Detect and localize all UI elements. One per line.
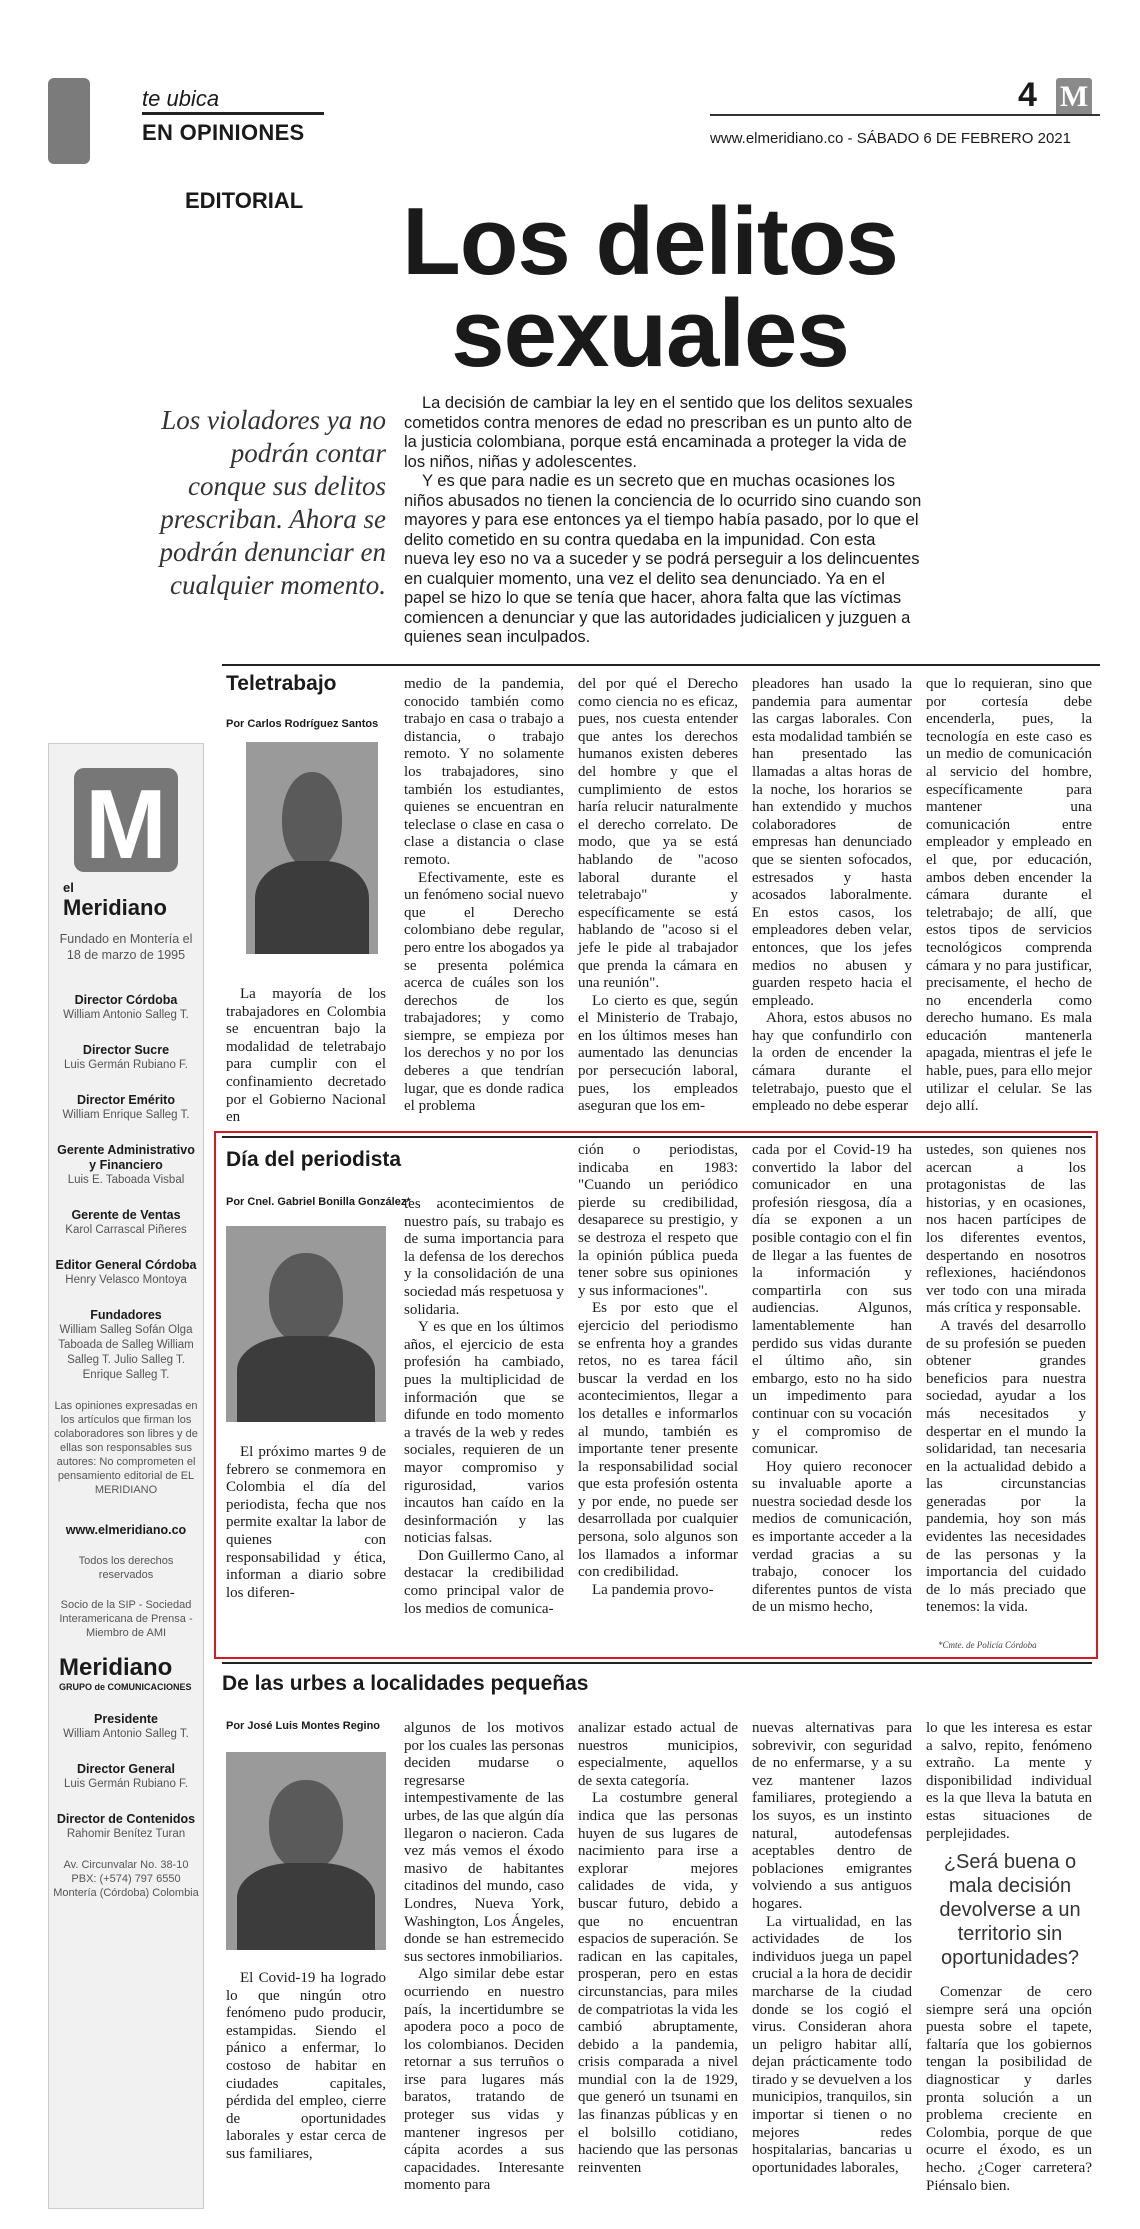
article-paragraph: La virtualidad, en las actividades de los individuos juega un papel crucial a la hora de decidir marcharse de la ciudad donde se los cogió el virus. Consideran ahora un peligro habitar allí, dejan prácticamente todo tirado y se devuelven a los municipios, tranquilos, sin importar si tienen o no mejores redes hospitalarias, bancarias u oportunidades laborales, <box>752 1913 912 2176</box>
article-paragraph: A través del desarrollo de su profesión se pueden obtener grandes beneficios para nuestra sociedad, ayudar a los más necesitados y despertar en el mundo la solidaridad, tan necesaria en la actualidad debido a las circunstancias generadas por la pandemia, hoy son más evidentes las necesidades de las personas y la importancia del cuidado de lo más preciado que tenemos: la vida. <box>926 1317 1086 1616</box>
author-photo <box>226 1752 386 1950</box>
article-paragraph: ustedes, son quienes nos acercan a los protagonistas de las historias, y en ocasiones, nos hacen partícipes de los diferentes eventos, despertando en nosotros reflexiones, haciéndonos ver todo con una mirada más crítica y responsable. <box>926 1142 1086 1317</box>
section-bar <box>142 112 324 115</box>
opinion-section-icon <box>48 78 90 164</box>
article-paragraph: Es por esto que el ejercicio del periodismo se enfrenta hoy a grandes retos, no es tarea fácil buscar la verdad en los acontecimientos, llegar a los detalles e informarlos al mundo, también es importante tener presente la responsabilidad social que esta profesión ostenta y por ende, no puede ser desarrollada por cualquier persona, solo algunos son los llamados a informar con credibilidad. <box>578 1300 738 1581</box>
staff-name: William Salleg Sofán Olga Taboada de Salleg William Salleg T. Julio Salleg T. Enrique Salleg T. <box>58 1324 194 1381</box>
article-pullquote: ¿Será buena o mala decisión devolverse a un territorio sin oportunidades? <box>939 1851 1081 1969</box>
article-paragraph: ción o periodistas, indicaba en 1983: "Cuando un periódico pierde su credibilidad, desaparece su prestigio, y se destroza el respeto que la opinión pública pueda tener sobre sus opiniones y sus informaciones". <box>578 1142 738 1299</box>
article-byline: Por José Luis Montes Regino <box>226 1720 381 1732</box>
section-tagline: te ubica <box>142 86 220 111</box>
article-column <box>752 1720 912 2177</box>
article-column <box>926 1720 1092 1843</box>
photo-torso-shape <box>255 861 369 954</box>
article-column <box>226 986 386 1127</box>
article-paragraph: Lo cierto es que, según el Ministerio de Trabajo, en los últimos meses han aumentado las denuncias por persecución laboral, pues, los empleados aseguran que los em- <box>578 992 738 1115</box>
article-paragraph: que lo requieran, sino que por cortesía debe encenderla, pues, la tecnología en este caso es un medio de comunicación al servicio del hombre, específicamente para mantener una comunicación entre empleador y empleado en el que, por educación, ambos deben encender la cámara durante el teletrabajo; de allí, que estos tipos de servicios tecnológicos comprenda cámara y no para justificar, precisamente, el hecho de no encenderla como derecho humano. Es mala educación mantenerla apagada, mientras el jefe le hable, pues, para ello mejor utilizar el celular. Se las dejo allí. <box>926 676 1092 1115</box>
article-column <box>926 1142 1086 1617</box>
article-paragraph: El próximo martes 9 de febrero se conmemora en Colombia el día del periodista, fecha que nos permite exaltar la labor de quienes con responsabilidad y ética, informan a diario sobre los diferen- <box>226 1444 386 1601</box>
article-column <box>926 1984 1092 2195</box>
author-photo <box>226 1226 386 1422</box>
article-paragraph: Algo similar debe estar ocurriendo en nuestro país, la incertidumbre se apodera poco a poco de los colombianos. Deciden retornar a sus terruños o irse para lugares más baratos, tratando de proteger sus vidas y mantener ingresos per cápita acordes a sus capacidades. Interesante momento para <box>404 1966 564 2194</box>
staff-title: Gerente Administrativo y Financiero <box>57 1143 195 1172</box>
article-column <box>926 676 1092 1116</box>
editorial-paragraph: Y es que para nadie es un secreto que en muchas ocasiones los niños abusados no tienen la conciencia de lo ocurrido sino cuando son mayores y para ese entonces ya el tiempo había pasado, por lo que el delito cometido en su contra quedaba en la impunidad. Con esta nueva ley eso no va a suceder y se podrá perseguir a los delincuentes en cualquier momento, una vez el delito sea denunciado. Ya en el papel se hizo lo que se tenía que hacer, ahora falta que las víctimas comiencen a denunciar y que las autoridades judicialicen y juzguen a quienes sean inculpados. <box>404 472 922 646</box>
staff-name: Luis E. Taboada Visbal <box>67 1174 185 1186</box>
article-paragraph: del por qué el Derecho como ciencia no es eficaz, pues, nos cuesta entender que antes los derechos humanos existen deberes del hombre y que el cumplimiento de estos haría relucir naturalmente el derecho correlato. De modo, que ya se está hablando de "acoso laboral durante el teletrabajo" y específicamente se está hablando de "acoso si el jefe le pide al trabajador que prenda la cámara en una reunión". <box>578 676 738 992</box>
article-paragraph: Ahora, estos abusos no hay que confundirlo con la orden de encender la cámara durante el teletrabajo, puesto que el empleado no debe esperar <box>752 1010 912 1115</box>
article-column <box>404 1720 564 2195</box>
staff-title: Presidente <box>94 1712 158 1726</box>
article-paragraph: El Covid-19 ha logrado lo que ningún otro fenómeno pudo producir, estampidas. Siendo el pánico a enfermar, lo costoso de habitar en ciudades capitales, pérdida del empleo, cierre de oportunidades laborales y estar cerca de sus familiares, <box>226 1970 386 2162</box>
article-paragraph: nuevas alternativas para sobrevivir, con seguridad de no enfermarse, y a su vez mantener lazos familiares, protegiendo a los suyos, es un instinto natural, autodefensas aceptables dentro de poblaciones emigrantes volviendo a sus antiguos hogares. <box>752 1720 912 1912</box>
article-column <box>752 1142 912 1617</box>
staff-name: Karol Carrascal Piñeres <box>65 1224 187 1236</box>
photo-torso-shape <box>237 1863 375 1950</box>
group-logo-name: Meridiano <box>59 1654 173 1681</box>
article-column <box>578 1142 738 1599</box>
staff-title: Director de Contenidos <box>56 1812 196 1826</box>
photo-head-shape <box>269 1253 343 1343</box>
author-photo <box>246 742 378 954</box>
article-paragraph: pleadores han usado la pandemia para aumentar las cargas laborales. Con esta modalidad también se han presentado las llamadas a altas horas de la noche, los horarios se han extendido y muchos colaboradores de empresas han denunciado que se sienten sofocados, estresados y hasta acosados laboralmente. En estos casos, los empleadores deben velar, entonces, que los jefes medios no abusen y guarden respeto hacia el empleado. <box>752 676 912 1009</box>
article-paragraph: Hoy quiero reconocer su invaluable aporte a nuestra sociedad desde los medios de comunicación, es importante acceder a la verdad gracias a su trabajo, conocer los diferentes puntos de vista de un mismo hecho, <box>752 1458 912 1616</box>
editorial-headline: Los delitos sexuales <box>402 188 898 387</box>
staff-entry <box>49 1043 203 1073</box>
editorial-paragraph: La decisión de cambiar la ley en el sentido que los delitos sexuales cometidos contra menores de edad no prescriban es un punto alto de la justicia colombiana, porque está encaminada a proteger la vida de los niños, niñas y adolescentes. <box>404 394 913 471</box>
photo-head-shape <box>269 1780 343 1871</box>
photo-torso-shape <box>237 1336 375 1422</box>
staff-title: Editor General Córdoba <box>55 1258 197 1272</box>
dateline: www.elmeridiano.co - SÁBADO 6 DE FEBRERO 2021 <box>710 130 1071 147</box>
sidebar-logo: M <box>74 768 178 872</box>
staff-name: William Enrique Salleg T. <box>62 1109 190 1121</box>
editorial-body <box>404 394 924 648</box>
page-number: 4 <box>1018 76 1037 114</box>
photo-head-shape <box>282 772 343 870</box>
article-column <box>752 676 912 1116</box>
article-column <box>226 1444 386 1602</box>
article-title-teletrabajo: Teletrabajo <box>226 672 337 695</box>
sidebar-website[interactable]: www.elmeridiano.co <box>65 1523 187 1537</box>
editorial-pullquote: Los violadores ya no podrán contar conque sus delitos prescriban. Ahora se podrán denunciar en cualquier momento. <box>159 405 386 600</box>
article-paragraph: La costumbre general indica que las personas huyen de sus lugares de nacimiento para irse a explorar mejores calidades de vida, y buscar futuro, debido a que no encuentran espacios de superación. Se radican en las capitales, prosperan, pero en estas circunstancias, para miles de compatriotas la vida les cambió abruptamente, debido a la pandemia, crisis comparada a nivel mundial con la de 1929, que generó un tsunami en las finanzas públicas y en el bolsillo cotidiano, haciendo que las personas reinventen <box>578 1790 738 2176</box>
sidebar-membership: Socio de la SIP - Sociedad Interamericana de Prensa - Miembro de AMI <box>59 1599 193 1639</box>
staff-entry <box>49 1812 203 1842</box>
article-paragraph: La mayoría de los trabajadores en Colombia se encuentran bajo la modalidad de teletrabajo para cumplir con el confinamiento decretado por el Gobierno Nacional en <box>226 986 386 1126</box>
editorial-label: EDITORIAL <box>185 188 304 213</box>
article-paragraph: medio de la pandemia, conocido también como trabajo en casa o trabajo a distancia, o trabajo remoto. Y no solamente los trabajadores, sino también los estudiantes, quienes se encuentran en teleclase o clase en casa o clase a distancia o clase remoto. <box>404 676 564 868</box>
staff-entry <box>49 1308 203 1383</box>
staff-name: Luis Germán Rubiano F. <box>63 1059 188 1071</box>
staff-entry <box>49 1143 203 1188</box>
sidebar-founded: Fundado en Montería el 18 de marzo de 1995 <box>59 932 193 962</box>
staff-title: Director Sucre <box>82 1043 170 1057</box>
staff-name: Rahomir Benítez Turan <box>66 1828 186 1840</box>
sidebar-rights: Todos los derechos reservados <box>78 1555 174 1581</box>
staff-name: William Antonio Salleg T. <box>63 1009 189 1021</box>
article-paragraph: Efectivamente, este es un fenómeno social nuevo que el Derecho colombiano debe regular, pero entre los abogados ya se presenta polémica acerca de cuáles son los derechos de los trabajadores; y como siempre, se empieza por los derechos y no por los deberes a que tendrían lugar, que es donde radica el problema <box>404 869 564 1115</box>
staff-entry <box>49 1093 203 1123</box>
article-paragraph: tes acontecimientos de nuestro país, su trabajo es de suma importancia para la defensa de los derechos y la consolidación de una sociedad más respetuosa y solidaria. <box>404 1196 564 1318</box>
article-rule <box>222 1136 1092 1138</box>
sidebar-brand <box>49 880 203 921</box>
section-name: EN OPINIONES <box>142 120 305 145</box>
header-rule <box>710 114 1100 116</box>
staff-title: Director General <box>77 1762 175 1776</box>
article-paragraph: Y es que en los últimos años, el ejercicio de esta profesión ha cambiado, pues la multiplicidad de información que se difunde en todo momento a través de la web y redes sociales, requieren de un mayor compromiso y rigurosidad, varios incautos han caído en la desinformación y las noticias falsas. <box>404 1319 564 1547</box>
article-byline: Por Cnel. Gabriel Bonilla González* <box>226 1196 411 1208</box>
article-column <box>404 1196 564 1618</box>
staff-entry <box>49 1258 203 1288</box>
masthead-logo: M <box>1056 78 1092 116</box>
staff-name: Luis Germán Rubiano F. <box>63 1778 188 1790</box>
article-column <box>578 1720 738 2177</box>
article-paragraph: analizar estado actual de nuestros municipios, especialmente, aquellos de sexta categoría. <box>578 1720 738 1789</box>
staff-name: Henry Velasco Montoya <box>65 1274 187 1286</box>
article-paragraph: Comenzar de cero siempre será una opción puesta sobre el tapete, faltaría que los gobiernos tengan la posibilidad de diagnosticar y darles pronta solución a un problema creciente en Colombia, porque de que ocurre el éxodo, es un hecho. ¿Coger carretera? Piénsalo bien. <box>926 1984 1092 2194</box>
staff-entry <box>49 993 203 1023</box>
article-paragraph: Don Guillermo Cano, al destacar la credibilidad como principal valor de los medios de comunica- <box>404 1547 564 1617</box>
staff-name: William Antonio Salleg T. <box>63 1728 189 1740</box>
sidebar-address: Av. Circunvalar No. 38-10 PBX: (+574) 797 6550 Montería (Córdoba) Colombia <box>53 1859 199 1899</box>
article-column <box>578 676 738 1116</box>
editorial-rule <box>222 664 1100 666</box>
group-logo <box>59 1654 203 1692</box>
staff-title: Director Córdoba <box>74 993 178 1007</box>
staff-title: Fundadores <box>90 1308 162 1322</box>
article-paragraph: La pandemia provo- <box>592 1581 714 1598</box>
article-column <box>404 676 564 1116</box>
sidebar-website-block <box>49 1523 203 1538</box>
article-paragraph: algunos de los motivos por los cuales las personas deciden mudarse o regresarse intempestivamente de las urbes, de las que algún día llegaron o nacieron. Cada vez más vemos el éxodo masivo de habitantes citadinos del mundo, caso Londres, Nueva York, Washington, Los Ángeles, donde se han estremecido sus sectores inmobiliarios. <box>404 1720 564 1965</box>
staff-entry <box>49 1762 203 1792</box>
staff-entry <box>49 1208 203 1238</box>
sidebar-disclaimer: Las opiniones expresadas en los artículos que firman los colaboradores son libres y de ellas son responsables sus autores: No comprometen el pensamiento editorial de EL MERIDIANO <box>54 1400 198 1496</box>
article-byline: Por Carlos Rodríguez Santos <box>226 718 379 730</box>
article-title-periodista: Día del periodista <box>226 1148 402 1171</box>
article-paragraph: lo que les interesa es estar a salvo, repito, fenómeno extraño. La mente y disponibilidad individual es la que lleva la batuta en estas situaciones de perplejidades. <box>926 1720 1092 1842</box>
staff-title: Gerente de Ventas <box>71 1208 181 1222</box>
staff-entry <box>49 1712 203 1742</box>
sidebar-brand-name: Meridiano <box>63 895 167 920</box>
article-paragraph: cada por el Covid-19 ha convertido la labor del comunicador en una profesión riesgosa, día a día se exponen a un posible contagio con el fin de llegar a las fuentes de la información y compartirla con sus audiencias. Algunos, lamentablemente han perdido sus vidas durante el último año, sin embargo, esto no ha sido un impedimento para continuar con su vocación y el compromiso de comunicar. <box>752 1142 912 1458</box>
article-rule <box>222 1662 1092 1664</box>
masthead-sidebar <box>48 743 204 2209</box>
article-column <box>226 1970 386 2164</box>
sidebar-brand-small: el <box>63 880 74 895</box>
staff-title: Director Emérito <box>77 1093 175 1107</box>
author-footnote: *Cmte. de Policía Córdoba <box>938 1640 1037 1650</box>
group-logo-sub: GRUPO de COMUNICACIONES <box>59 1682 192 1692</box>
article-title-urbes: De las urbes a localidades pequeñas <box>222 1672 589 1695</box>
